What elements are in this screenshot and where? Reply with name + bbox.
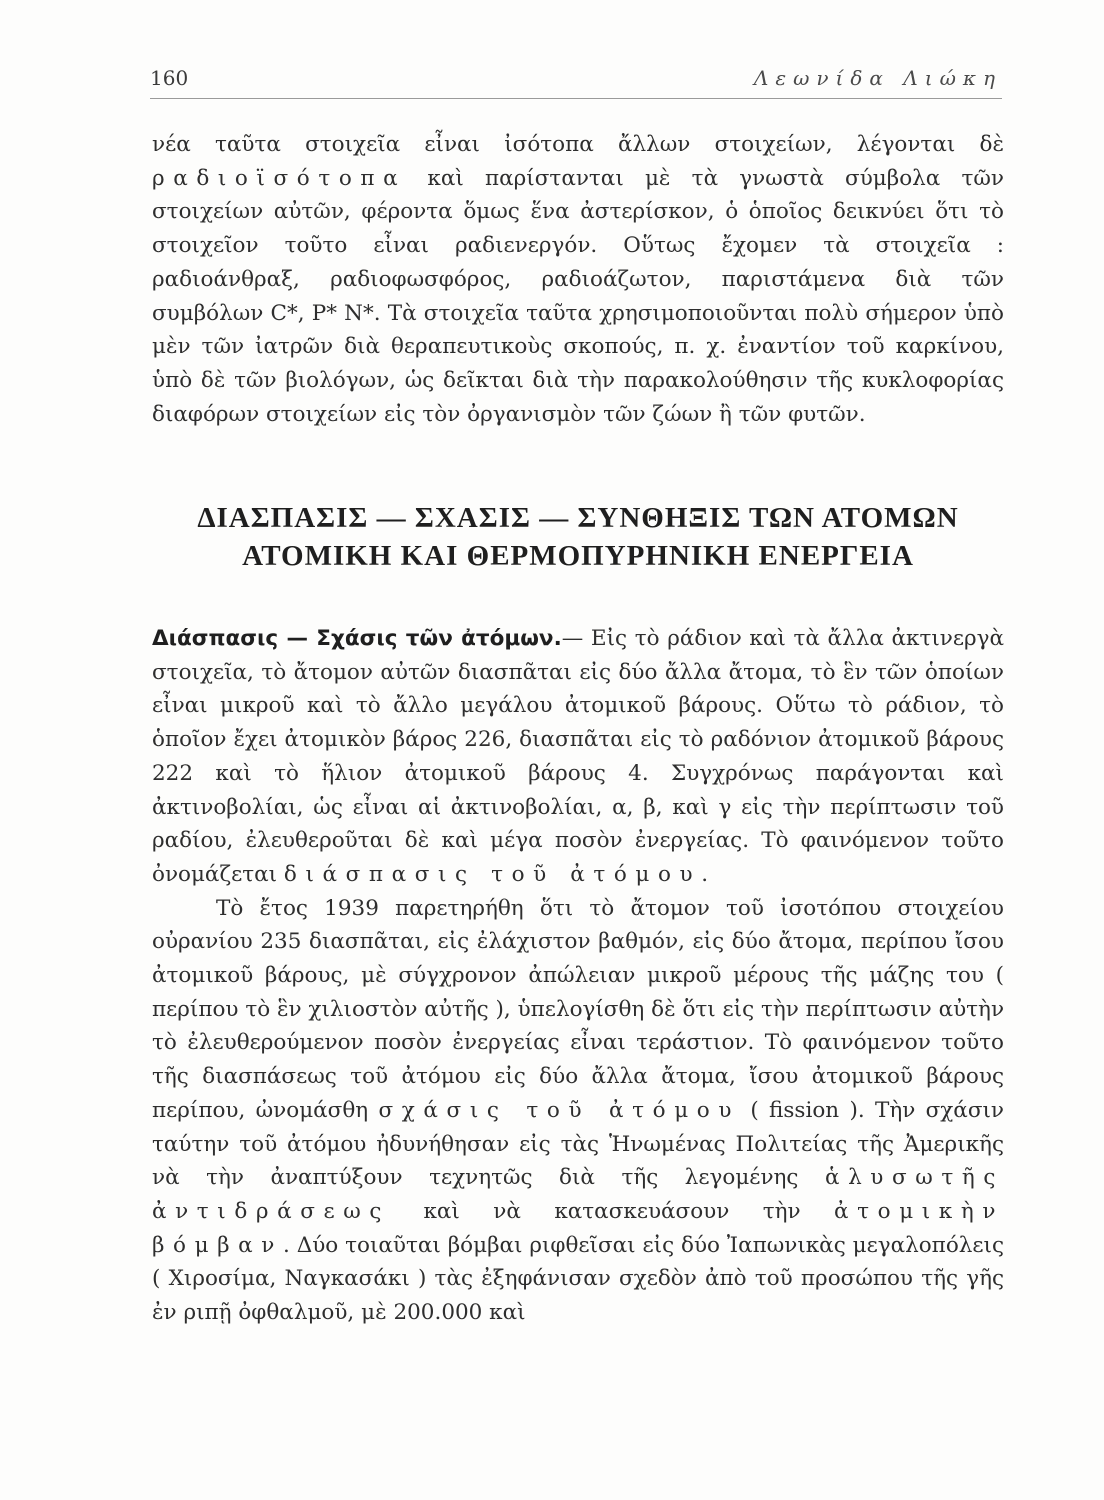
intro-text-1: νέα ταῦτα στοιχεῖα εἶναι ἰσότοπα ἄλλων στοιχείων, λέγονται δὲ xyxy=(152,132,1004,157)
paragraph-2-text-2: . xyxy=(701,861,709,887)
term-chain-reaction: ἁλυσωτῆς ἀντιδράσεως xyxy=(152,1165,1004,1224)
section-title-line-2: ΑΤΟΜΙΚΗ ΚΑΙ ΘΕΡΜΟΠΥΡΗΝΙΚΗ ΕΝΕΡΓΕΙΑ xyxy=(242,540,914,572)
running-title: Λεωνίδα Λιώκη xyxy=(753,66,1002,90)
paragraph-2-text-1: — Εἰς τὸ ράδιον καὶ τὰ ἄλλα ἀκτινεργὰ στοιχεῖα, τὸ ἄτομον αὐτῶν διασπᾶται εἰς δύο ἄλλα ἄτομα, τὸ ἓν τῶν ὁποίων εἶναι μικροῦ καὶ τὸ ἄλλο μεγάλου ἀτομικοῦ βάρους. Οὕτω τὸ ράδιον, τὸ ὁποῖον ἔχει ἀτομικὸν βάρος 226, διασπᾶται εἰς τὸ ραδόνιον ἀτομικοῦ βάρους 222 καὶ τὸ ἥλιον ἀτομικοῦ βάρους 4. Συγχρόνως παράγονται καὶ ἀκτινοβολίαι, ὡς εἶναι αἱ ἀκτινοβολίαι, α, β, καὶ γ εἰς τὴν περίπτωσιν τοῦ ραδίου, ἐλευθεροῦται δὲ καὶ μέγα ποσὸν ἐνεργείας. Τὸ φαινόμενον τοῦτο ὀνομάζεται xyxy=(152,626,1004,887)
paragraph-3-text-2: ( fission ). Τὴν σχάσιν ταύτην τοῦ ἀτόμου ἠδυνήθησαν εἰς τὰς Ἡνωμένας Πολιτείας τῆς Ἀμερικῆς νὰ τὴν ἀναπτύξουν τεχνητῶς διὰ τῆς λεγομένης xyxy=(152,1097,1005,1191)
intro-paragraph-block xyxy=(152,128,1004,431)
intro-text-2: καὶ παρίστανται μὲ τὰ γνωστὰ σύμβολα τῶν στοιχείων αὐτῶν, φέροντα ὅμως ἕνα ἀστερίσκον, ὁ ὁποῖος δεικνύει ὅτι τὸ στοιχεῖον τοῦτο εἶναι ραδιενεργόν. Οὕτως ἔχομεν τὰ στοιχεῖα : ραδιοάνθραξ, ραδιοφωσφόρος, ραδιοάζωτον, παριστάμενα διὰ τῶν συμβόλων C*, P* N*. Τὰ στοιχεῖα ταῦτα χρησιμοποιοῦνται πολὺ σήμερον ὑπὸ μὲν τῶν ἰατρῶν διὰ θεραπευτικοὺς σκοπούς, π. χ. ἐναντίον τοῦ καρκίνου, ὑπὸ δὲ τῶν βιολόγων, ὡς δεῖκται διὰ τὴν παρακολούθησιν τῆς κυκλοφορίας διαφόρων στοιχείων εἰς τὸν ὀργανισμὸν τῶν ζώων ἢ τῶν φυτῶν. xyxy=(152,165,1004,427)
paragraph-3-text-3: καὶ νὰ κατασκευάσουν τὴν xyxy=(390,1198,835,1224)
page-number: 160 xyxy=(150,66,189,90)
term-fission-of-atom: σχάσις τοῦ ἀτόμου xyxy=(378,1097,740,1123)
paragraph-fission-decay xyxy=(152,622,1004,892)
running-header xyxy=(150,64,1002,99)
term-atomic-bomb: ἀτομικὴν βόμβαν xyxy=(152,1198,1004,1258)
main-text-block xyxy=(152,622,1004,1330)
section-title-line-1: ΔΙΑΣΠΑΣΙΣ — ΣΧΑΣΙΣ — ΣΥΝΘΗΞΙΣ ΤΩΝ ΑΤΟΜΩΝ xyxy=(197,502,959,534)
term-decay-of-atom: διάσπασις τοῦ ἀτόμου xyxy=(283,861,702,887)
intro-term-radioisotopes: ραδιοϊσότοπα xyxy=(152,165,407,191)
intro-paragraph xyxy=(152,128,1004,431)
paragraph-subhead: Διάσπασις — Σχάσις τῶν ἀτόμων. xyxy=(152,626,562,651)
paragraph-3-text-4: . Δύο τοιαῦται βόμβαι ριφθεῖσαι εἰς δύο Ἰαπωνικὰς μεγαλοπόλεις ( Χιροσίμα, Ναγκασάκι ) τὰς ἐξηφάνισαν σχεδὸν ἀπὸ τοῦ προσώπου τῆς γῆς ἐν ριπῇ ὀφθαλμοῦ, μὲ 200.000 καὶ xyxy=(152,1232,1004,1326)
paragraph-3-text-1: Τὸ ἔτος 1939 παρετηρήθη ὅτι τὸ ἄτομον τοῦ ἰσοτόπου στοιχείου οὐρανίου 235 διασπᾶται, εἰς ἐλάχιστον βαθμόν, εἰς δύο ἄτομα, περίπου ἴσου ἀτομικοῦ βάρους, μὲ σύγχρονον ἀπώλειαν μικροῦ μέρους τῆς μάζης του ( περίπου τὸ ἓν χιλιοστὸν αὐτῆς ), ὑπελογίσθη δὲ ὅτι εἰς τὴν περίπτωσιν αὐτὴν τὸ ἐλευθερούμενον ποσὸν ἐνεργείας εἶναι τεράστιον. Τὸ φαινόμενον τοῦτο τῆς διασπάσεως τοῦ ἀτόμου εἰς δύο ἄλλα ἄτομα, ἴσου ἀτομικοῦ βάρους περίπου, ὠνομάσθη xyxy=(152,895,1005,1123)
paragraph-fission-1939 xyxy=(152,892,1004,1330)
